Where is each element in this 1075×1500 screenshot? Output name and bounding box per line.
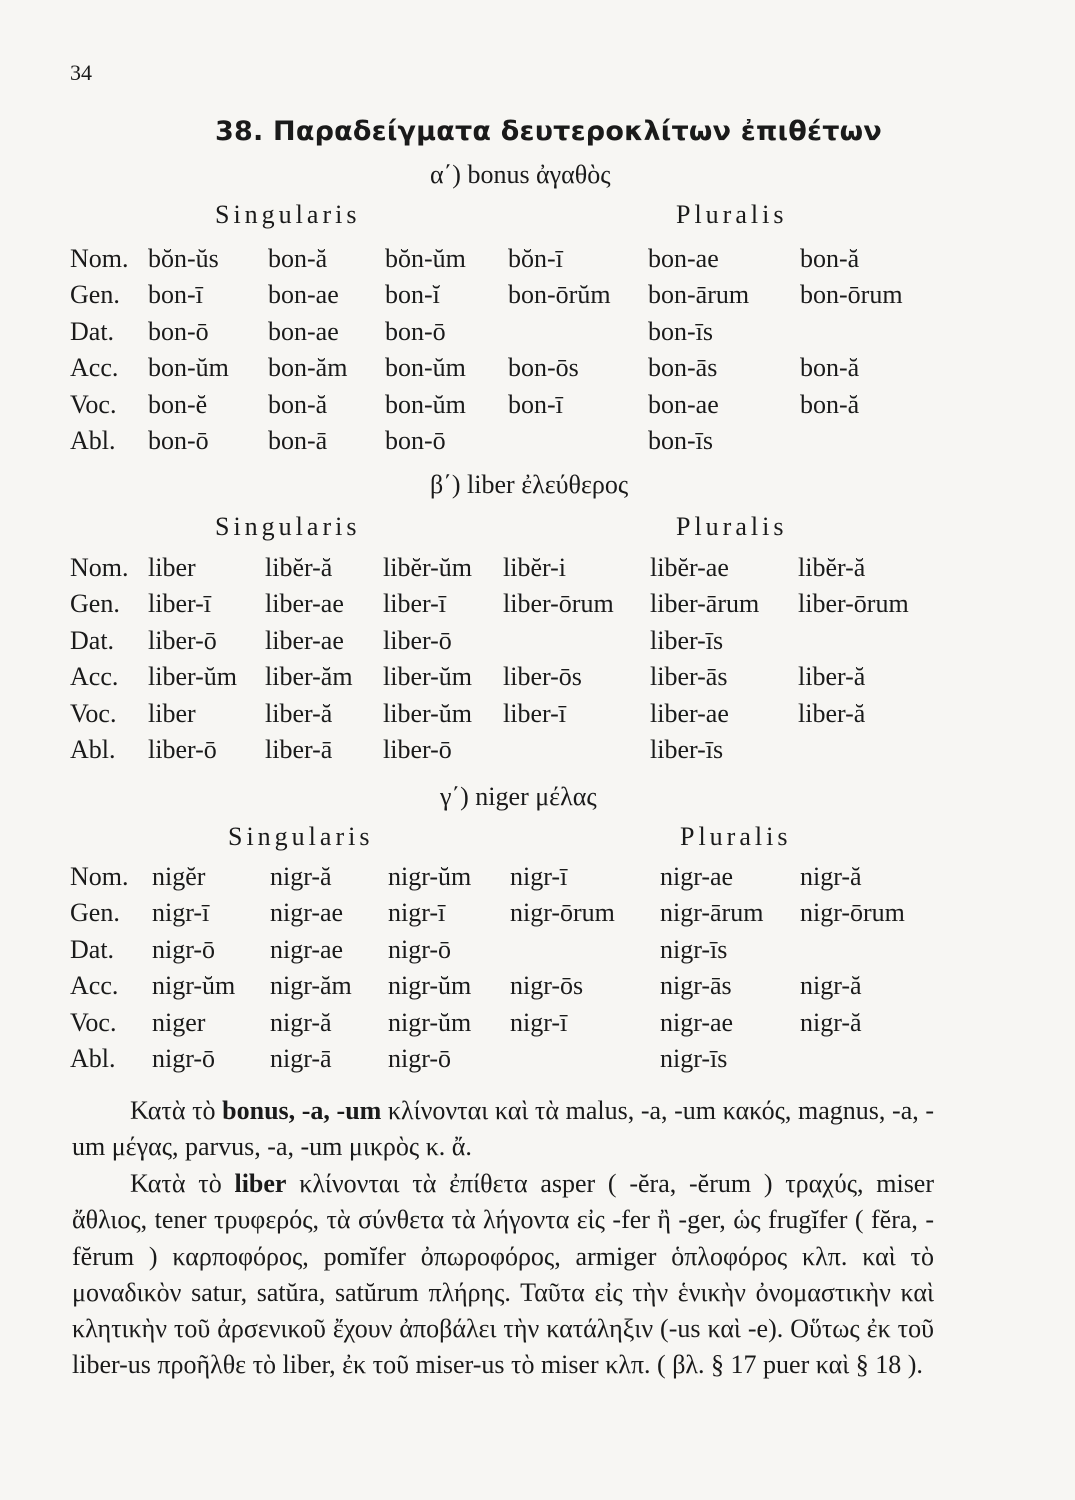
form-cell: liber <box>148 698 196 728</box>
declension-row <box>70 317 1020 353</box>
form-cell: nigr-ī <box>388 898 446 928</box>
form-cell: nigr-ōs <box>510 971 584 1001</box>
table-subtitle: α΄) bonus ἀγαθὸς <box>430 160 611 189</box>
form-cell: bon-ō <box>385 316 446 346</box>
form-cell: bon-ă <box>268 244 328 273</box>
singular-label: Singularis <box>215 512 361 541</box>
form-cell: nigr-īs <box>660 934 728 964</box>
form-cell: bon-ī <box>148 280 203 310</box>
form-cell: bon-īs <box>648 426 713 455</box>
declension-row <box>70 426 1020 462</box>
declension-row <box>70 971 1020 1007</box>
plural-label: Pluralis <box>680 822 792 851</box>
case-label: Gen. <box>70 589 120 619</box>
declension-row <box>70 244 1020 280</box>
form-cell: bon-ōrum <box>800 280 903 310</box>
form-cell: bon-ās <box>648 353 718 383</box>
declension-row <box>70 280 1020 316</box>
form-cell: nigr-ă <box>800 862 862 891</box>
form-cell: liber-ă <box>798 662 866 692</box>
form-cell: bon-ī <box>508 389 563 419</box>
form-cell: liber-ās <box>650 662 728 692</box>
form-cell: bon-ăm <box>268 353 348 383</box>
form-cell: bon-ō <box>148 426 209 455</box>
paragraph-text: κλίνονται τὰ ἐπίθετα asper ( -ĕra, -ĕrum ) τραχύς, miser ἄθλιος, tener τρυφερός, τὰ σύνθετα τὰ λήγοντα εἰς -fer ἢ -ger, ὡς frugĭfer ( fĕra, -fĕrum ) καρποφόρος, pomĭfer ὀπωροφόρος, armiger ὁπλοφόρος κλπ. καὶ τὸ μοναδικὸν satur, satŭra, satŭrum πλήρης. Ταῦτα εἰς τὴν ἑνικὴν ὀνομαστικὴν καὶ κλητικὴν τοῦ ἀρσενικοῦ ἔχουν ἀποβάλει τὴν κατάληξιν (-us καὶ -e). Οὕτως ἐκ τοῦ liber-us προῆλθε τὸ liber, ἐκ τοῦ miser-us τὸ miser κλπ. ( βλ. § 17 puer καὶ § 18 ). <box>72 1169 935 1380</box>
form-cell: liber-ō <box>148 625 217 655</box>
form-cell: nigr-ō <box>152 934 216 964</box>
form-cell: libĕr-ae <box>650 553 729 582</box>
form-cell: liber-ō <box>383 735 452 764</box>
form-cell: nigr-ō <box>388 934 452 964</box>
form-cell: libĕr-ŭm <box>383 553 473 582</box>
form-cell: bon-ārum <box>648 280 750 310</box>
declension-row <box>70 626 1020 662</box>
form-cell: liber-ārum <box>650 589 760 619</box>
form-cell: liber-ŭm <box>383 698 473 728</box>
form-cell: nigr-ī <box>510 862 568 891</box>
form-cell: bŏn-ŭm <box>385 244 466 273</box>
form-cell: bon-ae <box>648 244 719 273</box>
form-cell: nigr-ae <box>660 862 734 891</box>
form-cell: nigr-ā <box>270 1044 332 1073</box>
form-cell: libĕr-ă <box>265 553 333 582</box>
case-label: Voc. <box>70 698 117 728</box>
form-cell: nigr-ŭm <box>388 862 472 891</box>
form-cell: liber-īs <box>650 625 724 655</box>
form-cell: nigr-īs <box>660 1044 728 1073</box>
form-cell: bon-ŭm <box>148 353 229 383</box>
case-label: Nom. <box>70 862 129 891</box>
form-cell: liber-īs <box>650 735 724 764</box>
form-cell: bon-ōrŭm <box>508 280 611 310</box>
form-cell: bon-ae <box>268 280 339 310</box>
form-cell: nigr-ae <box>270 934 344 964</box>
form-cell: nigr-ō <box>388 1044 452 1073</box>
plural-label: Pluralis <box>676 200 788 229</box>
form-cell: bon-ĕ <box>148 389 208 419</box>
form-cell: nigr-ī <box>152 898 210 928</box>
paragraph-keyword: liber <box>234 1169 287 1198</box>
form-cell: liber-ōs <box>503 662 582 692</box>
table-subtitle: γ΄) niger μέλας <box>440 782 597 811</box>
case-label: Gen. <box>70 898 120 928</box>
case-label: Gen. <box>70 280 120 310</box>
declension-row <box>70 935 1020 971</box>
form-cell: nigr-ōrum <box>800 898 905 928</box>
form-cell: bon-ae <box>648 389 719 419</box>
form-cell: bon-ae <box>268 316 339 346</box>
form-cell: bon-ĭ <box>385 280 440 310</box>
form-cell: nigr-ă <box>270 1007 332 1037</box>
form-cell: nigr-ōrum <box>510 898 615 928</box>
form-cell: nigr-ŭm <box>388 1007 472 1037</box>
paragraph-text: Κατὰ τὸ <box>130 1169 235 1198</box>
form-cell: liber-ō <box>383 625 452 655</box>
form-cell: liber-ae <box>265 589 344 619</box>
form-cell: bon-ō <box>148 316 209 346</box>
case-label: Voc. <box>70 389 117 419</box>
form-cell: nigr-ae <box>270 898 344 928</box>
form-cell: nigr-ă <box>270 862 332 891</box>
paragraph-text: κλίνονται καὶ τὰ malus, -a, -um κακός, magnus, -a, -um μέγας, parvus, -a, -um μικρὸς κ. ἄ. <box>72 1096 934 1162</box>
form-cell: nigr-ās <box>660 971 732 1001</box>
form-cell: nigr-ăm <box>270 971 352 1001</box>
form-cell: bon-ă <box>268 389 328 419</box>
case-label: Abl. <box>70 426 116 455</box>
case-label: Dat. <box>70 934 115 964</box>
form-cell: nigr-ō <box>152 1044 216 1073</box>
paragraph-keyword: bonus, -a, -um <box>222 1096 382 1125</box>
form-cell: bon-ŭm <box>385 353 466 383</box>
declension-row <box>70 1044 1020 1080</box>
form-cell: bŏn-ī <box>508 244 563 273</box>
declension-row <box>70 862 1020 898</box>
form-cell: nigĕr <box>152 862 206 891</box>
declension-row <box>70 589 1020 625</box>
form-cell: nigr-ŭm <box>388 971 472 1001</box>
form-cell: liber-ăm <box>265 662 353 692</box>
form-cell: liber-ŭm <box>383 662 473 692</box>
form-cell: bon-ŭm <box>385 389 466 419</box>
case-label: Abl. <box>70 1044 116 1073</box>
form-cell: liber-ŭm <box>148 662 238 692</box>
form-cell: liber-ă <box>798 698 866 728</box>
singular-label: Singularis <box>215 200 361 229</box>
case-label: Nom. <box>70 244 129 273</box>
form-cell: bon-ōs <box>508 353 579 383</box>
case-label: Dat. <box>70 316 115 346</box>
declension-row <box>70 699 1020 735</box>
form-cell: liber-ae <box>265 625 344 655</box>
form-cell: bon-ă <box>800 244 860 273</box>
form-cell: nigr-ārum <box>660 898 764 928</box>
declension-row <box>70 1008 1020 1044</box>
declension-row <box>70 898 1020 934</box>
form-cell: liber-ōrum <box>798 589 909 619</box>
form-cell: bon-īs <box>648 316 713 346</box>
paragraph-liber <box>72 1166 934 1384</box>
table-subtitle: β΄) liber ἐλεύθερος <box>430 470 629 499</box>
declension-row <box>70 353 1020 389</box>
declension-row <box>70 553 1020 589</box>
form-cell: nigr-ae <box>660 1007 734 1037</box>
case-label: Nom. <box>70 553 129 582</box>
form-cell: liber-ō <box>148 735 217 764</box>
declension-row <box>70 662 1020 698</box>
form-cell: liber-ī <box>503 698 567 728</box>
form-cell: liber-ă <box>265 698 333 728</box>
form-cell: nigr-ă <box>800 971 862 1001</box>
form-cell: libĕr-i <box>503 553 567 582</box>
form-cell: nigr-ī <box>510 1007 568 1037</box>
singular-label: Singularis <box>228 822 374 851</box>
plural-label: Pluralis <box>676 512 788 541</box>
form-cell: bon-ā <box>268 426 328 455</box>
form-cell: liber-ā <box>265 735 333 764</box>
form-cell: niger <box>152 1007 206 1037</box>
case-label: Abl. <box>70 735 116 764</box>
case-label: Voc. <box>70 1007 117 1037</box>
paragraph-bonus <box>72 1093 934 1166</box>
form-cell: liber <box>148 553 196 582</box>
form-cell: bon-ō <box>385 426 446 455</box>
form-cell: libĕr-ă <box>798 553 866 582</box>
page-number: 34 <box>70 60 92 85</box>
case-label: Acc. <box>70 662 119 692</box>
section-heading: 38. Παραδείγματα δευτεροκλίτων ἐπιθέτων <box>215 116 882 147</box>
form-cell: nigr-ă <box>800 1007 862 1037</box>
case-label: Acc. <box>70 353 119 383</box>
declension-row <box>70 735 1020 771</box>
declension-row <box>70 390 1020 426</box>
form-cell: bŏn-ŭs <box>148 244 219 273</box>
form-cell: liber-ōrum <box>503 589 614 619</box>
case-label: Dat. <box>70 625 115 655</box>
form-cell: nigr-ŭm <box>152 971 236 1001</box>
form-cell: liber-ī <box>148 589 212 619</box>
case-label: Acc. <box>70 971 119 1001</box>
form-cell: liber-ae <box>650 698 729 728</box>
paragraph-text: Κατὰ τὸ <box>130 1096 223 1125</box>
form-cell: bon-ă <box>800 353 860 383</box>
form-cell: bon-ă <box>800 389 860 419</box>
form-cell: liber-ī <box>383 589 447 619</box>
